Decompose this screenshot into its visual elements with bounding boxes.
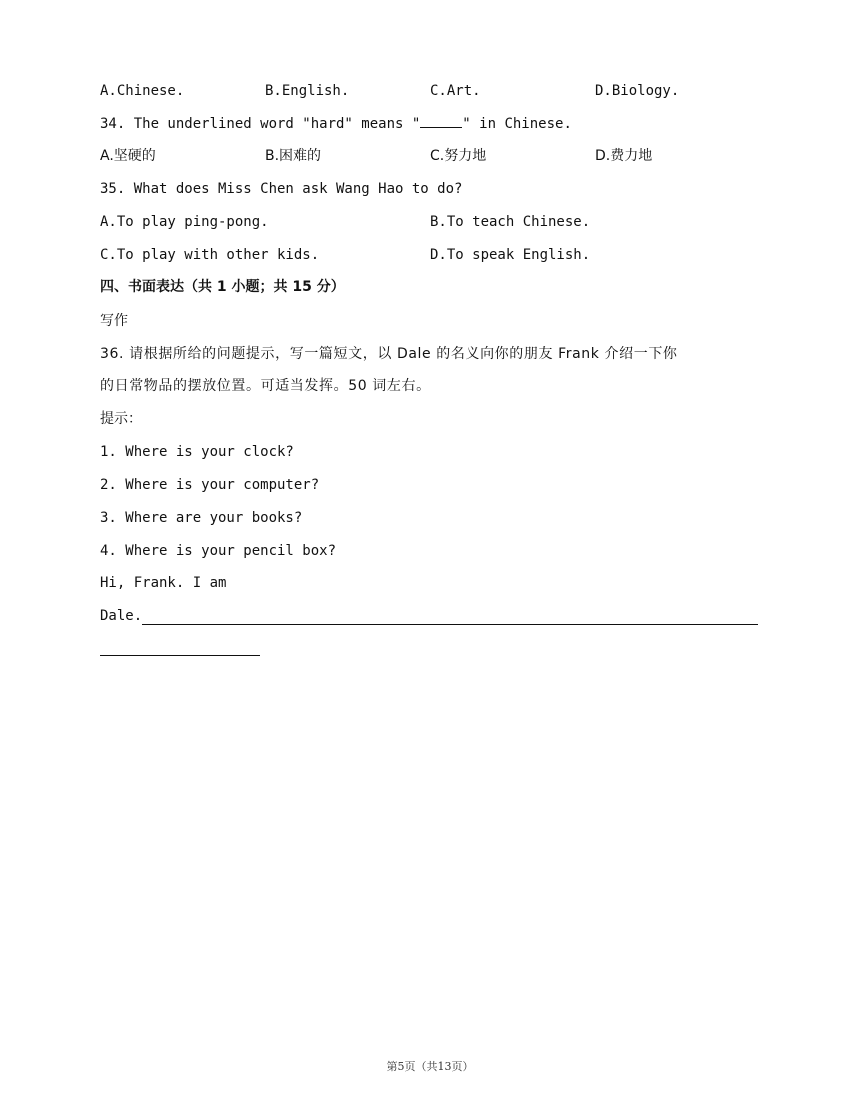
question-34-blank xyxy=(420,127,462,128)
q33-option-a: A.Chinese. xyxy=(100,83,185,99)
q34-option-c: C.努力地 xyxy=(430,148,487,164)
page-footer: 第5页（共13页） xyxy=(386,1060,474,1073)
section-heading: 四、书面表达（共 1 小题；共 15 分） xyxy=(100,279,345,295)
section-label: 写作 xyxy=(100,313,128,329)
hint-item: 1. Where is your clock? xyxy=(100,444,294,460)
question-36-line-1: 36. 请根据所给的问题提示，写一篇短文，以 Dale 的名义向你的朋友 Frank 介绍一下你 xyxy=(100,346,678,362)
question-34-suffix: " in Chinese. xyxy=(462,116,572,132)
hint-item: 4. Where is your pencil box? xyxy=(100,543,337,559)
q34-option-b: B.困难的 xyxy=(265,148,322,164)
question-34-prefix: 34. The underlined word "hard" means " xyxy=(100,116,421,132)
answer-line-1 xyxy=(142,624,758,625)
q33-option-b: B.English. xyxy=(265,83,350,99)
answer-name: Dale. xyxy=(100,608,143,624)
q35-option-a: A.To play ping-pong. xyxy=(100,214,269,230)
q33-option-d: D.Biology. xyxy=(595,83,680,99)
hint-item: 3. Where are your books? xyxy=(100,510,303,526)
answer-start: Hi, Frank. I am xyxy=(100,575,227,591)
q33-option-c: C.Art. xyxy=(430,83,481,99)
question-34 xyxy=(100,114,572,134)
q35-option-c: C.To play with other kids. xyxy=(100,247,320,263)
question-35: 35. What does Miss Chen ask Wang Hao to do? xyxy=(100,181,463,197)
q34-option-d: D.费力地 xyxy=(595,148,653,164)
q34-option-a: A.坚硬的 xyxy=(100,148,156,164)
q35-option-d: D.To speak English. xyxy=(430,247,591,263)
question-36-line-2: 的日常物品的摆放位置。可适当发挥。50 词左右。 xyxy=(100,378,431,394)
hint-label: 提示： xyxy=(100,411,142,427)
answer-line-2 xyxy=(100,655,260,656)
hint-item: 2. Where is your computer? xyxy=(100,477,320,493)
q35-option-b: B.To teach Chinese. xyxy=(430,214,591,230)
